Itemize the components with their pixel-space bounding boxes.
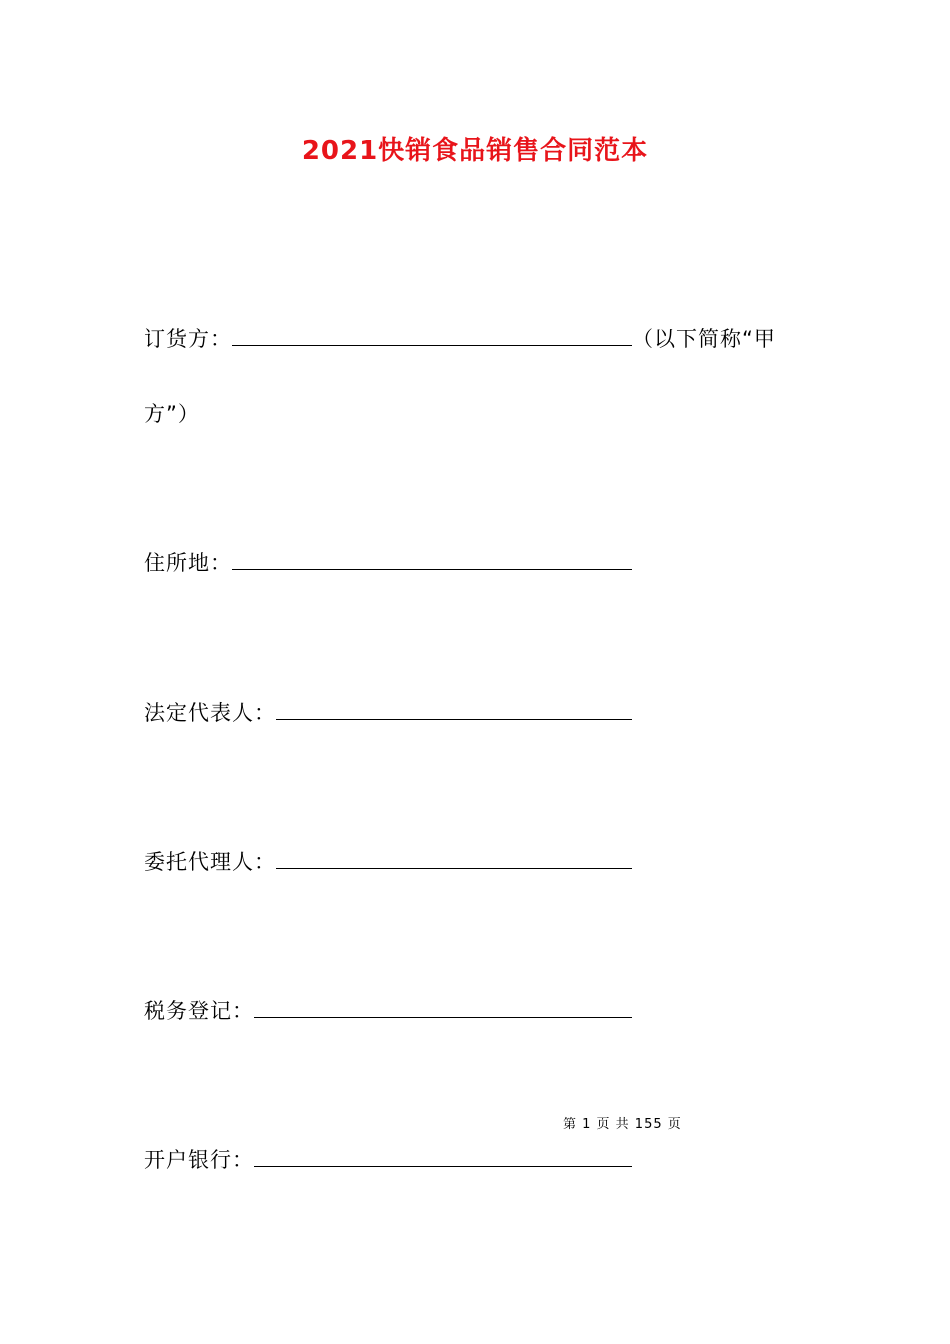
agent-line (144, 847, 632, 877)
bank-line (144, 1145, 632, 1175)
address-label: 住所地： (144, 551, 232, 575)
tax-label: 税务登记： (144, 999, 254, 1023)
address-line (144, 548, 632, 578)
document-title: 2021快销食品销售合同范本 (301, 136, 649, 166)
orderer-line (144, 324, 776, 354)
orderer-line-continued (144, 399, 200, 429)
legal-rep-blank (276, 699, 632, 720)
orderer-blank (232, 325, 632, 346)
legal-rep-label: 法定代表人： (144, 701, 276, 725)
agent-blank (276, 848, 632, 869)
orderer-suffix-continued: 方”） (144, 402, 200, 426)
orderer-suffix: （以下简称“甲 (632, 327, 776, 351)
legal-rep-line (144, 698, 632, 728)
address-blank (232, 549, 632, 570)
page-number: 第 1 页 共 155 页 (563, 1117, 682, 1132)
tax-line (144, 996, 632, 1026)
bank-blank (254, 1146, 632, 1167)
orderer-label: 订货方： (144, 327, 232, 351)
bank-label: 开户银行： (144, 1148, 254, 1172)
agent-label: 委托代理人： (144, 850, 276, 874)
tax-blank (254, 997, 632, 1018)
